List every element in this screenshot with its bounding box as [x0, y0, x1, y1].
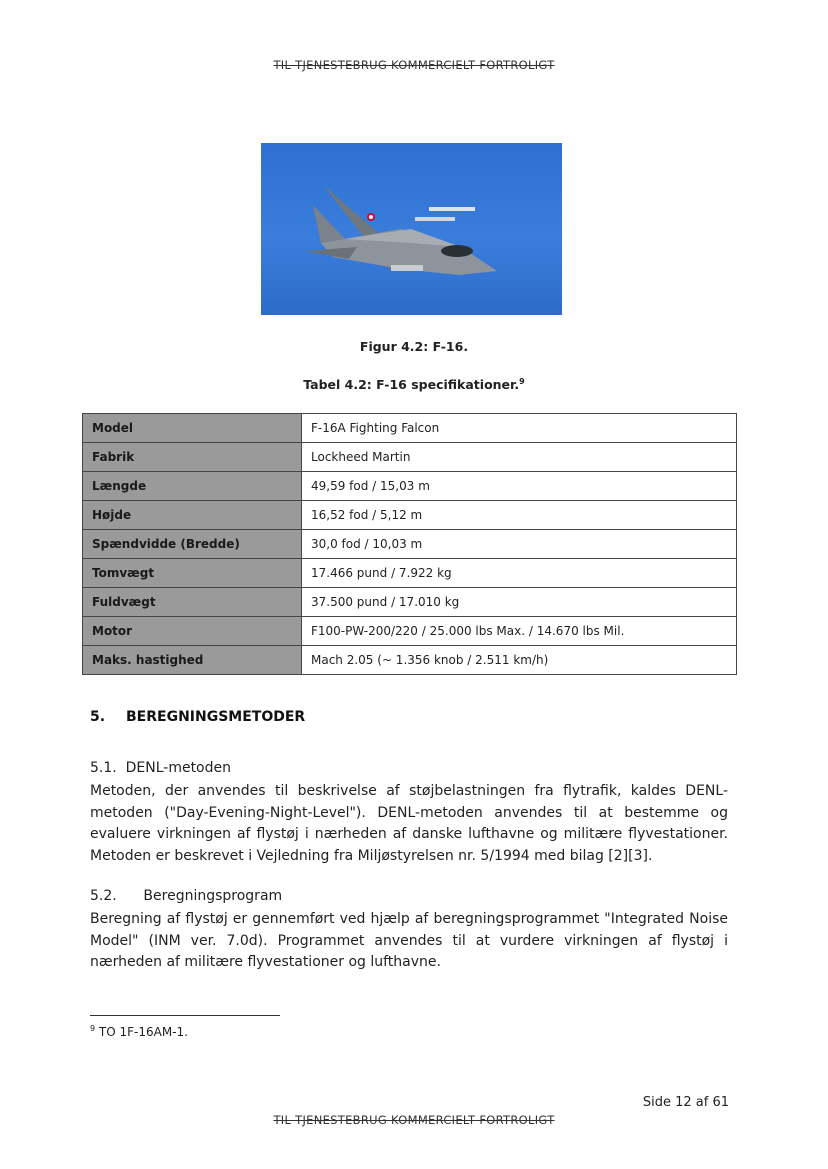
table-row — [83, 472, 737, 501]
row-value: 16,52 fod / 5,12 m — [302, 501, 737, 530]
row-value: 37.500 pund / 17.010 kg — [302, 588, 737, 617]
specifications-table — [82, 413, 737, 675]
section-heading — [90, 709, 305, 725]
row-label: Spændvidde (Bredde) — [83, 530, 302, 559]
table-row — [83, 530, 737, 559]
page-number: Side 12 af 61 — [642, 1095, 729, 1110]
table-caption-footnote-ref: 9 — [519, 377, 525, 386]
row-value: F100-PW-200/220 / 25.000 lbs Max. / 14.670 lbs Mil. — [302, 617, 737, 646]
table-caption-text: Tabel 4.2: F-16 specifikationer. — [303, 377, 520, 393]
row-label: Model — [83, 414, 302, 443]
row-label: Motor — [83, 617, 302, 646]
row-label: Maks. hastighed — [83, 646, 302, 675]
table-caption — [0, 377, 828, 392]
row-label: Fabrik — [83, 443, 302, 472]
footnote-divider — [90, 1015, 280, 1016]
table-row — [83, 617, 737, 646]
row-value: 17.466 pund / 7.922 kg — [302, 559, 737, 588]
table-row — [83, 443, 737, 472]
section-number: 5. — [90, 709, 106, 725]
table-row — [83, 646, 737, 675]
row-value: Mach 2.05 (~ 1.356 knob / 2.511 km/h) — [302, 646, 737, 675]
table-row — [83, 559, 737, 588]
table-row — [83, 588, 737, 617]
f16-jet-icon — [261, 143, 562, 315]
figure-caption: Figur 4.2: F-16. — [359, 339, 469, 354]
row-label: Tomvægt — [83, 559, 302, 588]
row-label: Fuldvægt — [83, 588, 302, 617]
subsection-heading-denl: 5.1. DENL-metoden — [90, 760, 231, 776]
subsection-heading-program: 5.2. Beregningsprogram — [90, 888, 283, 904]
header-classification: TIL TJENESTEBRUG KOMMERCIELT FORTROLIGT — [273, 58, 555, 72]
row-value: F-16A Fighting Falcon — [302, 414, 737, 443]
row-value: 30,0 fod / 10,03 m — [302, 530, 737, 559]
table-row — [83, 414, 737, 443]
section-title: BEREGNINGSMETODER — [126, 709, 306, 725]
row-label: Højde — [83, 501, 302, 530]
footnote — [90, 1024, 188, 1039]
footer-classification: TIL TJENESTEBRUG KOMMERCIELT FORTROLIGT — [273, 1113, 555, 1127]
table-row — [83, 501, 737, 530]
paragraph-denl: Metoden, der anvendes til beskrivelse af støjbelastningen fra flytrafik, kaldes DENL-metoden ("Day-Evening-Night-Level"). DENL-metoden anvendes til at bestemme og evaluere virkningen af flystøj i nærheden af danske lufthavne og militære flyvestationer. Metoden er beskrevet i Vejledning fra Miljøstyrelsen nr. 5/1994 med bilag [2][3]. — [90, 783, 728, 864]
row-value: 49,59 fod / 15,03 m — [302, 472, 737, 501]
footnote-mark: 9 — [90, 1024, 96, 1033]
row-label: Længde — [83, 472, 302, 501]
row-value: Lockheed Martin — [302, 443, 737, 472]
footnote-text: TO 1F-16AM-1. — [95, 1025, 188, 1039]
paragraph-program: Beregning af flystøj er gennemført ved hjælp af beregningsprogrammet "Integrated Noise Model" (INM ver. 7.0d). Programmet anvendes til at vurdere virkningen af flystøj i nærheden af militære flyvestationer og lufthavne. — [90, 911, 728, 970]
figure-f16-photo — [261, 143, 562, 315]
